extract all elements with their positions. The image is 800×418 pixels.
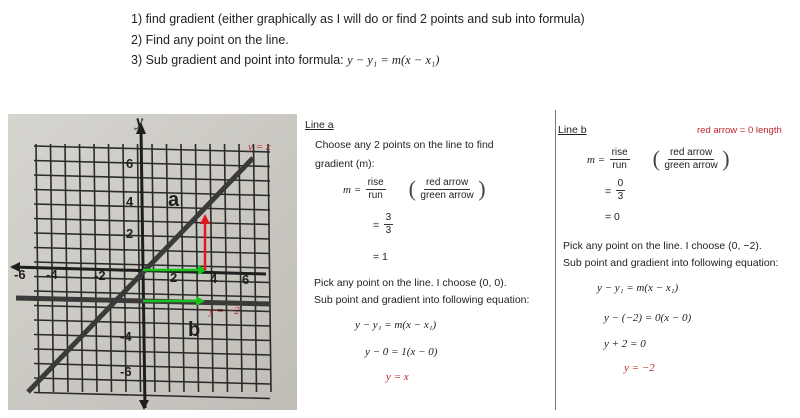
tick-y-neg6: -6 [120, 364, 132, 379]
label-line-a: y = x [248, 141, 271, 153]
line-a-intro-2: gradient (m): [315, 158, 375, 170]
tick-x-neg4: -4 [46, 267, 58, 282]
fraction-numerator: 3 [385, 212, 392, 223]
fraction-denominator: 3 [385, 225, 392, 236]
line-a-pick: Pick any point on the line. I choose (0, 0). [314, 277, 507, 289]
arrow-fraction [420, 177, 473, 202]
tick-x-4: 4 [210, 271, 218, 286]
step-3-text: 3) Sub gradient and point into formula: [131, 53, 344, 67]
tick-x-2: 2 [170, 270, 178, 285]
paren-open: ( [652, 146, 660, 171]
line-a-gradient-formula [343, 176, 486, 202]
rise-over-run [366, 177, 386, 202]
letter-a: a [168, 189, 180, 211]
step-3 [131, 53, 439, 68]
line-b-eq-1: y − y₁ = m(x − x₁) [597, 282, 679, 294]
line-a-answer: y = x [386, 371, 409, 383]
tick-x-neg2: -2 [94, 268, 106, 283]
green-arrow-label: green arrow [664, 159, 718, 171]
line-a-eq-1: y − y₁ = m(x − x₁) [355, 319, 437, 331]
paren-open: ( [408, 176, 416, 201]
fraction-denominator: 3 [617, 191, 624, 202]
fraction-numerator: 0 [617, 178, 624, 189]
letter-b: b [188, 319, 201, 341]
line-a-intro-1: Choose any 2 points on the line to find [315, 139, 494, 151]
m-equals: m = [587, 154, 606, 167]
red-arrow-label: red arrow [669, 146, 713, 158]
line-a-sub: Sub point and gradient into following equation: [314, 294, 530, 306]
equals-sign: = [605, 185, 612, 198]
equals-sign: = [373, 219, 380, 232]
line-b-gradient-formula [587, 146, 730, 172]
step-1: 1) find gradient (either graphically as I will do or find 2 points and sub into formula) [131, 12, 585, 26]
run-label: run [368, 189, 383, 201]
line-a-heading: Line a [305, 119, 334, 131]
arrow-fraction [664, 147, 717, 172]
line-a-fraction-step [373, 212, 393, 237]
y-axis-label: y [136, 114, 144, 130]
red-arrow-label: red arrow [425, 176, 469, 188]
rise-label: rise [367, 176, 384, 188]
tick-y-2: 2 [126, 226, 134, 241]
fraction-0-3 [616, 178, 626, 203]
line-b-fraction-step [605, 178, 625, 203]
line-a-eq-2: y − 0 = 1(x − 0) [365, 346, 438, 358]
line-b-heading: Line b [558, 124, 587, 136]
panel-divider [555, 110, 556, 410]
green-arrow-label: green arrow [420, 189, 474, 201]
rise-label: rise [611, 146, 628, 158]
step-3-formula: y − y₁ = m(x − x₁) [347, 53, 440, 67]
line-b-pick: Pick any point on the line. I choose (0, −2). [563, 240, 762, 252]
line-b-result: = 0 [605, 211, 620, 223]
step-2: 2) Find any point on the line. [131, 33, 289, 47]
fraction-3-3 [384, 212, 394, 237]
line-b-eq-3: y + 2 = 0 [604, 338, 646, 350]
tick-y-neg4: -4 [120, 329, 132, 344]
line-a-result: = 1 [373, 251, 388, 263]
line-b-sub: Sub point and gradient into following equation: [563, 257, 779, 269]
tick-x-neg6: -6 [14, 267, 26, 282]
rise-over-run [610, 147, 630, 172]
paren-close: ) [478, 176, 486, 201]
line-b-answer: y = −2 [624, 362, 655, 374]
paren-close: ) [722, 146, 730, 171]
m-equals: m = [343, 184, 362, 197]
graph-photo [8, 114, 297, 410]
line-b-note: red arrow = 0 length [697, 125, 782, 136]
label-line-b: y = −2 [209, 305, 240, 317]
line-b-eq-2: y − (−2) = 0(x − 0) [604, 312, 692, 324]
run-label: run [612, 159, 627, 171]
tick-y-6: 6 [126, 156, 134, 171]
tick-y-4: 4 [126, 194, 134, 209]
tick-x-6: 6 [242, 272, 250, 287]
graph-svg [8, 114, 297, 410]
